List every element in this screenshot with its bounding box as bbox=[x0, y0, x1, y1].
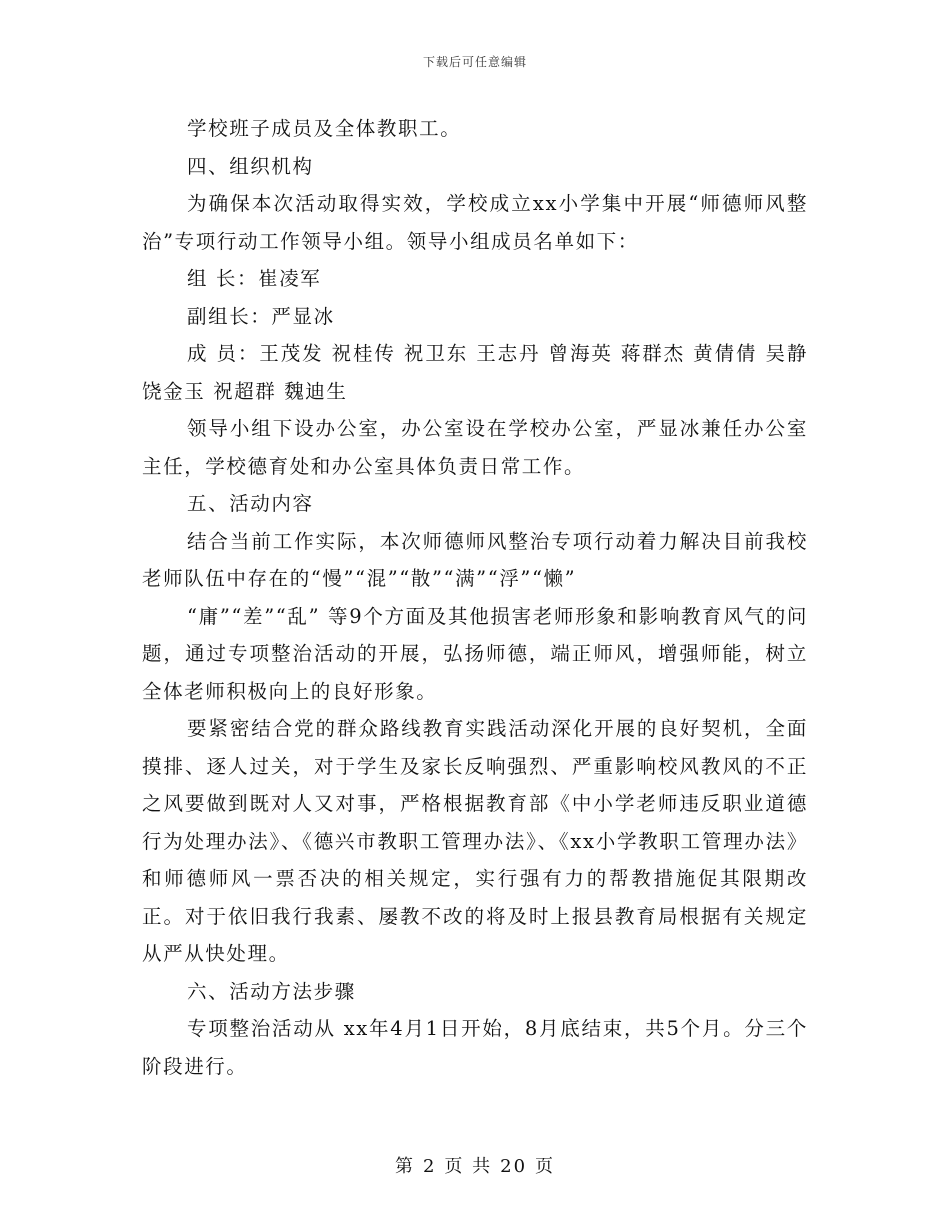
paragraph-office: 领导小组下设办公室，办公室设在学校办公室，严显冰兼任办公室主任，学校德育处和办公室具体负责日常工作。 bbox=[142, 417, 808, 478]
page-header bbox=[0, 53, 950, 70]
members-line: 成 员：王茂发 祝桂传 祝卫东 王志丹 曾海英 蒋群杰 黄倩倩 吴静 饶金玉 祝超群 魏迪生 bbox=[142, 342, 808, 403]
section-heading-steps: 六、活动方法步骤 bbox=[187, 979, 356, 1003]
deputy-leader-line: 副组长：严显冰 bbox=[187, 304, 335, 328]
footer-middle: 页 共 bbox=[444, 1156, 493, 1177]
page-number: 2 bbox=[422, 1156, 437, 1177]
paragraph-participants: 学校班子成员及全体教职工。 bbox=[187, 117, 462, 140]
paragraph-measures: 要紧密结合党的群众路线教育实践活动深化开展的良好契机，全面摸排、逐人过关，对于学生及家长反响强烈、严重影响校风教风的不正之风要做到既对人又对事，严格根据教育部《中小学老师违反职业道德行为处理办法》、《德兴市教职工管理办法》、《xx小学教职工管理办法》和师德师风一票否决的相关规定，实行强有力的帮教措施促其限期改正。对于依旧我行我素、屡教不改的将及时上报县教育局根据有关规定从严从快处理。 bbox=[142, 717, 808, 965]
footer-prefix: 第 bbox=[394, 1156, 415, 1177]
paragraph-problems: 结合当前工作实际，本次师德师风整治专项行动着力解决目前我校老师队伍中存在的“慢”“混”“散”“满”“浮”“懒” bbox=[142, 529, 808, 590]
footer-suffix: 页 bbox=[535, 1156, 556, 1177]
page-total: 20 bbox=[500, 1156, 528, 1177]
section-heading-organization: 四、组织机构 bbox=[187, 154, 314, 178]
header-note: 下载后可任意编辑 bbox=[422, 55, 527, 69]
paragraph-schedule: 专项整治活动从 xx年4月1日开始，8月底结束，共5个月。分三个阶段进行。 bbox=[142, 1017, 808, 1078]
group-leader-line: 组 长：崔凌军 bbox=[187, 267, 322, 290]
page-footer bbox=[0, 1152, 950, 1178]
paragraph-problems-continued: “庸”“差”“乱” 等9个方面及其他损害老师形象和影响教育风气的问题，通过专项整治活动的开展，弘扬师德，端正师风，增强师能，树立全体老师积极向上的良好形象。 bbox=[142, 604, 808, 703]
document-body bbox=[142, 110, 808, 1085]
section-heading-content: 五、活动内容 bbox=[187, 492, 314, 515]
paragraph-leading-group: 为确保本次活动取得实效，学校成立xx小学集中开展“师德师风整治”专项行动工作领导小组。领导小组成员名单如下： bbox=[142, 192, 808, 253]
